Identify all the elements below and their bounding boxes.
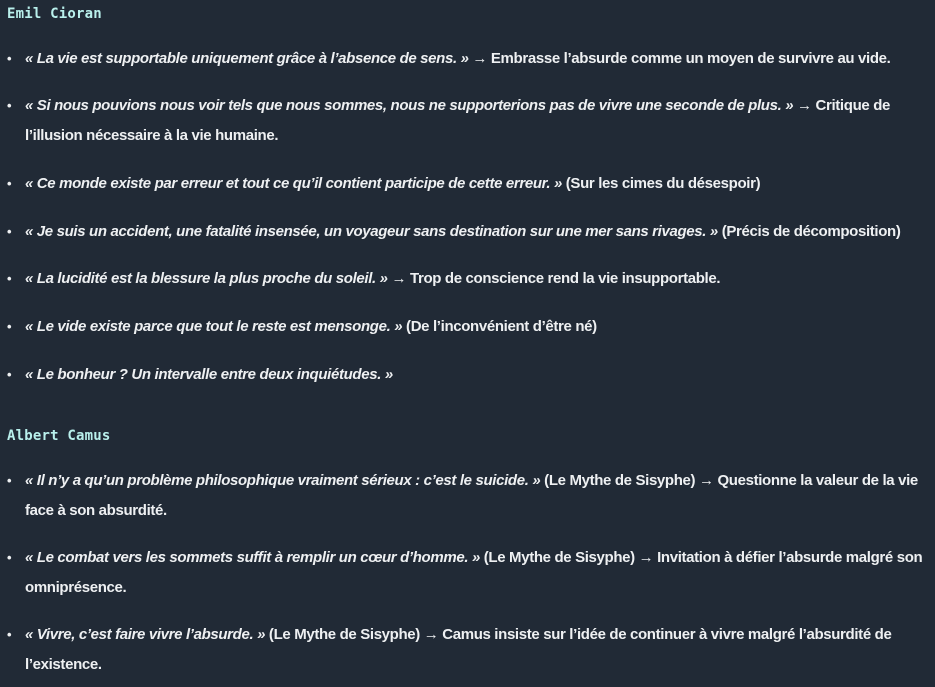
list-item [0,360,935,390]
section-title-cioran: Emil Cioran [7,6,102,22]
quote-comment: → Embrasse l’absurde comme un moyen de survivre au vide. [468,50,891,67]
quote-comment: (Le Mythe de Sisyphe) → Invitation à défier l’absurde malgré son omniprésence. [25,549,923,596]
quote-text: « Je suis un accident, une fatalité insensée, un voyageur sans destination sur une mer sans rivages. » [25,223,718,240]
quote-comment: (Sur les cimes du désespoir) [561,175,761,192]
list-item [0,169,935,199]
bullet: • [7,224,12,239]
bullet: • [7,51,12,66]
list-item [0,466,935,525]
bullet: • [7,98,12,113]
quote-comment: (Le Mythe de Sisyphe) → Camus insiste sur l’idée de continuer à vivre malgré l’absurdité de l’existence. [25,626,892,673]
quote-text: « Le vide existe parce que tout le reste est mensonge. » [25,318,403,335]
quote-comment: → Critique de l’illusion nécessaire à la vie humaine. [25,97,890,144]
quote-text: « Si nous pouvions nous voir tels que nous sommes, nous ne supporterions pas de vivre une seconde de plus. » [25,97,794,114]
quote-text: « La vie est supportable uniquement grâce à l’absence de sens. » [25,50,469,67]
quote-text: « Vivre, c’est faire vivre l’absurde. » [25,626,266,643]
quote-text: « Le combat vers les sommets suffit à remplir un cœur d’homme. » [25,549,480,566]
bullet: • [7,176,12,191]
quote-comment: (Le Mythe de Sisyphe) → Questionne la valeur de la vie face à son absurdité. [25,472,918,519]
section-title-camus: Albert Camus [7,428,111,444]
list-item [0,44,935,74]
bullet: • [7,550,12,565]
list-item [0,620,935,679]
bullet: • [7,319,12,334]
quote-comment: (De l’inconvénient d’être né) [402,318,597,335]
quote-text: « La lucidité est la blessure la plus proche du soleil. » [25,270,388,287]
quote-comment: → Trop de conscience rend la vie insupportable. [387,270,721,287]
list-item [0,217,935,247]
bullet: • [7,271,12,286]
quote-text: « Il n’y a qu’un problème philosophique vraiment sérieux : c’est le suicide. » [25,472,541,489]
quote-text: « Ce monde existe par erreur et tout ce qu’il contient participe de cette erreur. » [25,175,562,192]
list-item [0,543,935,602]
quote-text: « Le bonheur ? Un intervalle entre deux inquiétudes. » [25,366,393,383]
bullet: • [7,367,12,382]
bullet: • [7,627,12,642]
list-item [0,312,935,342]
quote-comment: (Précis de décomposition) [717,223,901,240]
list-item [0,264,935,294]
bullet: • [7,473,12,488]
list-item [0,91,935,150]
